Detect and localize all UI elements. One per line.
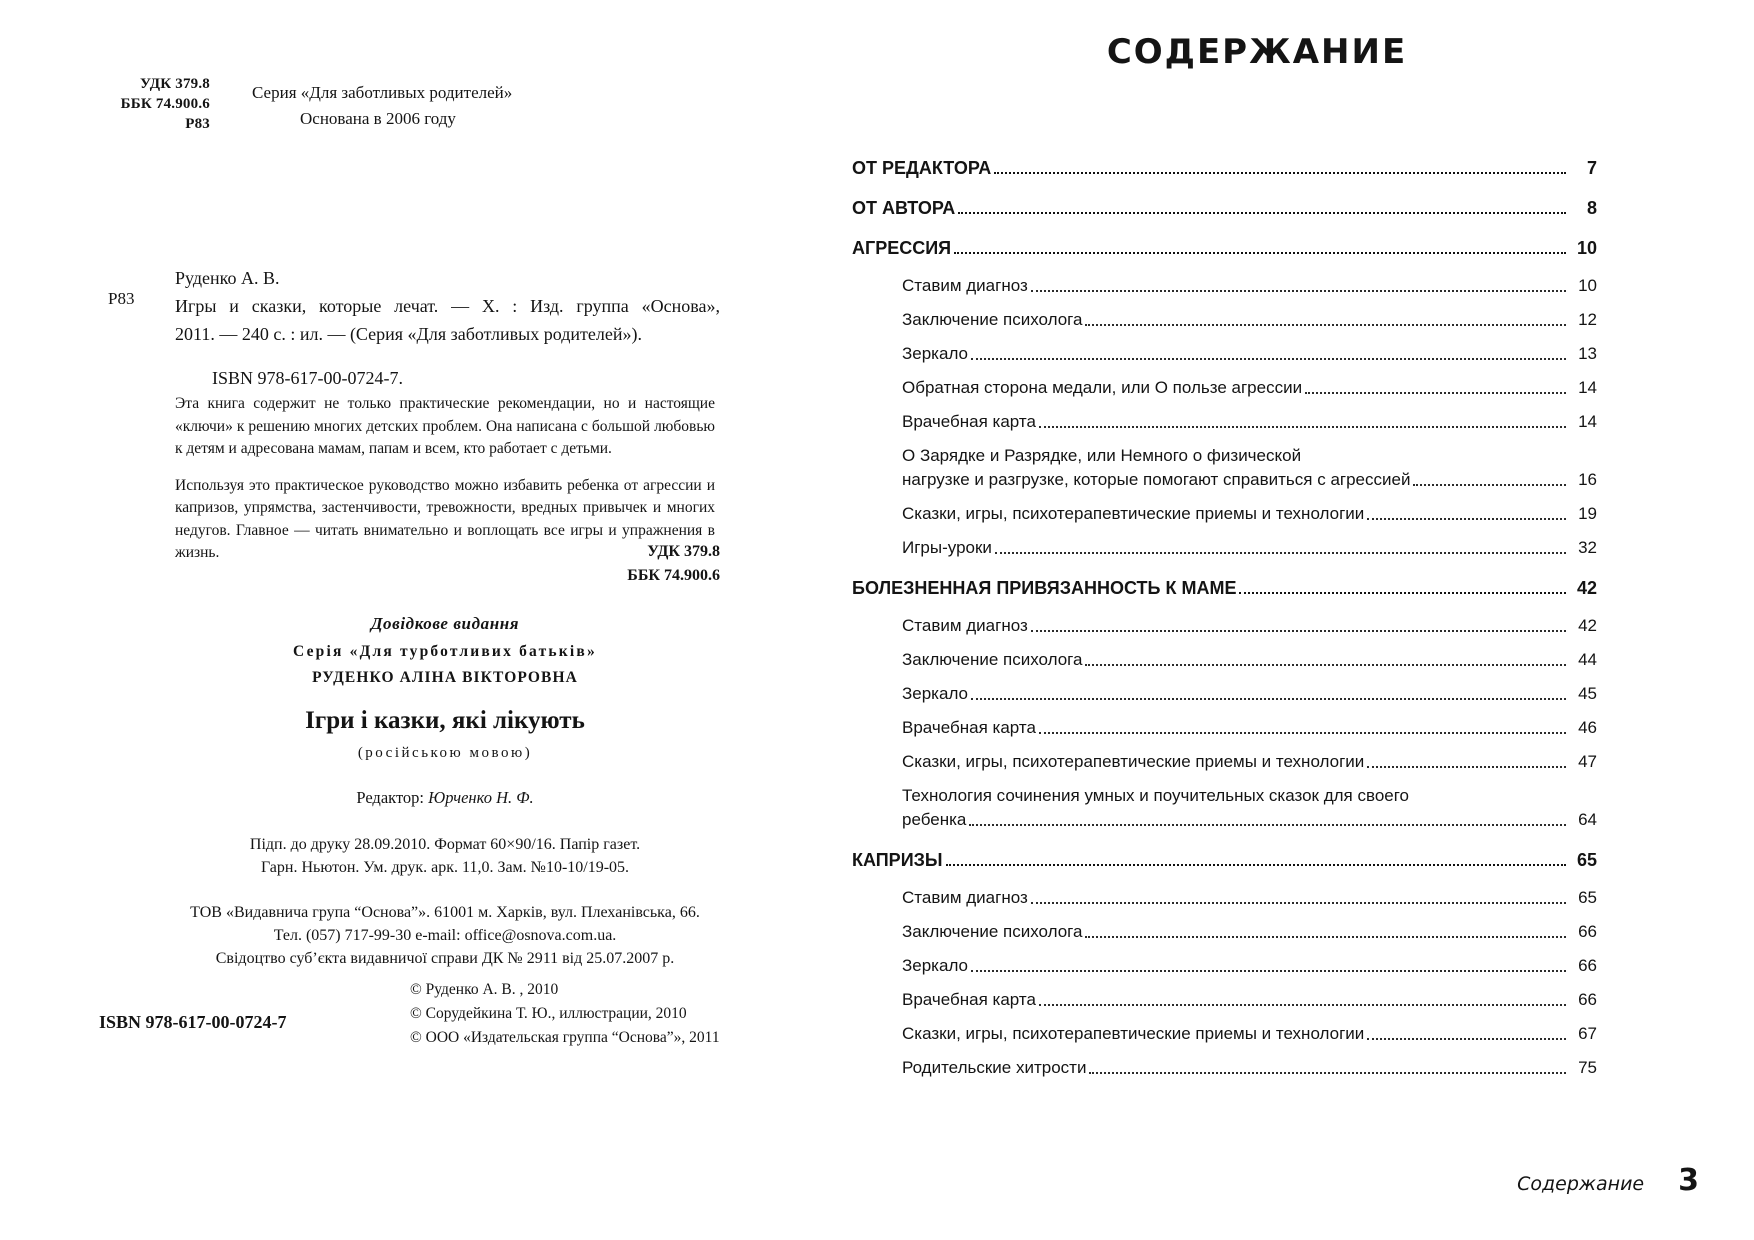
toc-leader-dots bbox=[1085, 323, 1566, 326]
toc-leader-dots bbox=[1413, 483, 1566, 486]
toc-entry[interactable] bbox=[852, 236, 1597, 260]
toc-entry[interactable] bbox=[902, 886, 1597, 910]
udk-code-bottom: УДК 379.8 bbox=[647, 543, 720, 560]
toc-entry[interactable] bbox=[902, 342, 1597, 366]
toc-entry-label: Сказки, игры, психотерапевтические приемы и технологии bbox=[902, 504, 1365, 523]
series-block bbox=[252, 80, 512, 132]
toc-leader-dots bbox=[1367, 1037, 1566, 1040]
copyright-line-3: © ООО «Издательская группа “Основа”», 2011 bbox=[410, 1029, 720, 1046]
catalog-mark: Р83 bbox=[108, 289, 135, 308]
toc-page-number: 64 bbox=[1578, 810, 1597, 829]
toc-page-number: 7 bbox=[1586, 158, 1597, 178]
colophon-series: Серія «Для турботливих батьків» bbox=[293, 643, 597, 660]
toc-entry-label: ОТ АВТОРА bbox=[852, 198, 956, 218]
colophon-title: Ігри і казки, які лікують bbox=[305, 707, 585, 734]
toc-page-number: 42 bbox=[1578, 616, 1597, 635]
toc-page-number: 16 bbox=[1578, 470, 1597, 489]
udk-codes-top bbox=[100, 74, 210, 134]
publisher-line-3: Свідоцтво суб’єкта видавничої справи ДК № 2911 від 25.07.2007 р. bbox=[215, 950, 675, 967]
toc-page-number: 44 bbox=[1578, 650, 1597, 669]
toc-leader-dots bbox=[1089, 1071, 1566, 1074]
citation-author: Руденко А. В. bbox=[175, 268, 280, 288]
toc-page-number: 19 bbox=[1578, 504, 1597, 523]
toc-leader-dots bbox=[1031, 901, 1566, 904]
toc-entry-label: Заключение психолога bbox=[902, 922, 1083, 941]
toc-entry[interactable] bbox=[902, 988, 1597, 1012]
toc-entry[interactable] bbox=[902, 648, 1597, 672]
toc-leader-dots bbox=[971, 697, 1566, 700]
toc-page-number: 65 bbox=[1578, 888, 1597, 907]
toc-page-number: 46 bbox=[1578, 718, 1597, 737]
toc-page-number: 14 bbox=[1578, 378, 1597, 397]
colophon-block bbox=[140, 614, 750, 970]
toc-page-number: 66 bbox=[1578, 956, 1597, 975]
isbn-bottom: ISBN 978-617-00-0724-7 bbox=[99, 1012, 287, 1032]
toc-page-number: 66 bbox=[1578, 922, 1597, 941]
toc-entry-label: ОТ РЕДАКТОРА bbox=[852, 158, 992, 178]
toc-page-number: 66 bbox=[1578, 990, 1597, 1009]
udk-codes-bottom bbox=[560, 540, 720, 588]
toc-entry[interactable] bbox=[902, 784, 1597, 832]
toc-entry-label: Зеркало bbox=[902, 344, 969, 363]
toc-page-number: 65 bbox=[1576, 850, 1597, 870]
toc-entry[interactable] bbox=[902, 1056, 1597, 1080]
toc-entry[interactable] bbox=[902, 954, 1597, 978]
toc-entry[interactable] bbox=[902, 502, 1597, 526]
toc-leader-dots bbox=[954, 251, 1566, 254]
toc-page-number: 67 bbox=[1578, 1024, 1597, 1043]
toc-entry[interactable] bbox=[902, 444, 1597, 492]
toc-leader-dots bbox=[1239, 591, 1566, 594]
toc-entry-label: Зеркало bbox=[902, 956, 969, 975]
toc-leader-dots bbox=[995, 551, 1566, 554]
publisher-line-2: Тел. (057) 717-99-30 e-mail: office@osnova.com.ua. bbox=[273, 927, 617, 944]
toc-entry-label: Сказки, игры, психотерапевтические приемы и технологии bbox=[902, 1024, 1365, 1043]
toc-entry-label: Зеркало bbox=[902, 684, 969, 703]
citation-line-1: Игры и сказки, которые лечат. — Х. : Изд. группа «Основа», bbox=[175, 296, 720, 316]
toc-entry-label: БОЛЕЗНЕННАЯ ПРИВЯЗАННОСТЬ К МАМЕ bbox=[852, 578, 1237, 598]
toc-entry-label: Ставим диагноз bbox=[902, 276, 1028, 295]
toc-page-number: 14 bbox=[1578, 412, 1597, 431]
toc-entry[interactable] bbox=[902, 920, 1597, 944]
print-info-line-1: Підп. до друку 28.09.2010. Формат 60×90/16. Папір газет. bbox=[249, 836, 641, 853]
toc-page-number: 8 bbox=[1586, 198, 1597, 218]
toc-entry[interactable] bbox=[902, 308, 1597, 332]
page-title: СОДЕРЖАНИЕ bbox=[1106, 32, 1408, 72]
toc-entry[interactable] bbox=[902, 750, 1597, 774]
toc-leader-dots bbox=[1039, 1003, 1566, 1006]
toc-page-number: 12 bbox=[1578, 310, 1597, 329]
annotation-paragraph-1: Эта книга содержит не только практические рекомендации, но и настоящие «ключи» к решению многих детских проблем. Она написана с большой любовью к детям и адресована мамам, папам и всем, кто работает с детьми. bbox=[175, 395, 715, 457]
toc-entry-label: КАПРИЗЫ bbox=[852, 850, 943, 870]
toc-page-number: 45 bbox=[1578, 684, 1597, 703]
toc-page-number: 32 bbox=[1578, 538, 1597, 557]
toc-leader-dots bbox=[994, 171, 1566, 174]
series-founded: Основана в 2006 году bbox=[300, 109, 456, 128]
footer-page-number: 3 bbox=[1678, 1163, 1699, 1198]
toc-page-number: 42 bbox=[1576, 578, 1597, 598]
toc-leader-dots bbox=[1031, 289, 1566, 292]
toc-entry[interactable] bbox=[902, 536, 1597, 560]
toc-page-number: 75 bbox=[1578, 1058, 1597, 1077]
toc-leader-dots bbox=[1367, 517, 1566, 520]
toc-leader-dots bbox=[1085, 935, 1566, 938]
editor-label: Редактор: bbox=[356, 788, 429, 807]
citation-line-2: 2011. — 240 с. : ил. — (Серия «Для заботливых родителей»). bbox=[175, 324, 642, 344]
toc-entry-label-cont: ребенка bbox=[902, 810, 967, 829]
editor-name: Юрченко Н. Ф. bbox=[428, 788, 534, 807]
colophon-author: РУДЕНКО АЛІНА ВІКТОРОВНА bbox=[312, 669, 578, 686]
footer-label: Содержание bbox=[1517, 1173, 1645, 1195]
print-info-line-2: Гарн. Ньютон. Ум. друк. арк. 11,0. Зам. №10-10/19-05. bbox=[260, 859, 630, 876]
toc-entry-label: Врачебная карта bbox=[902, 990, 1036, 1009]
toc-entry[interactable] bbox=[852, 576, 1597, 600]
toc-entry-label: Ставим диагноз bbox=[902, 616, 1028, 635]
toc-entry[interactable] bbox=[902, 376, 1597, 400]
bbk-code: ББК 74.900.6 bbox=[120, 96, 210, 112]
toc-entry[interactable] bbox=[902, 682, 1597, 706]
toc-leader-dots bbox=[1039, 425, 1566, 428]
toc-entry[interactable] bbox=[902, 410, 1597, 434]
bbk-code-bottom: ББК 74.900.6 bbox=[627, 567, 720, 584]
toc-leader-dots bbox=[1031, 629, 1566, 632]
toc-leader-dots bbox=[1085, 663, 1566, 666]
toc-entry[interactable] bbox=[902, 716, 1597, 740]
toc-entry[interactable] bbox=[852, 196, 1597, 220]
toc-leader-dots bbox=[1367, 765, 1566, 768]
toc-page-number: 10 bbox=[1576, 238, 1597, 258]
toc-entry-label: Врачебная карта bbox=[902, 412, 1036, 431]
toc-leader-dots bbox=[946, 863, 1566, 866]
edition-type: Довідкове видання bbox=[370, 614, 520, 633]
toc-entry-label: Игры-уроки bbox=[902, 538, 992, 557]
toc-entry-label-cont: нагрузке и разгрузке, которые помогают справиться с агрессией bbox=[902, 470, 1411, 489]
page-footer bbox=[1517, 1163, 1699, 1198]
udk-code: УДК 379.8 bbox=[140, 76, 210, 92]
toc-entry[interactable] bbox=[902, 1022, 1597, 1046]
toc-entry[interactable] bbox=[852, 156, 1597, 180]
toc-entry-label: Врачебная карта bbox=[902, 718, 1036, 737]
toc-entry[interactable] bbox=[902, 614, 1597, 638]
isbn-middle: ISBN 978-617-00-0724-7. bbox=[212, 368, 403, 388]
toc-leader-dots bbox=[1039, 731, 1566, 734]
toc-entry-label: О Зарядке и Разрядке, или Немного о физической bbox=[902, 446, 1302, 465]
catalog-code: Р83 bbox=[185, 116, 210, 132]
colophon-language: (російською мовою) bbox=[357, 745, 533, 761]
toc-entry-label: Ставим диагноз bbox=[902, 888, 1028, 907]
toc-entry-label: Заключение психолога bbox=[902, 650, 1083, 669]
toc-entry-label: Родительские хитрости bbox=[902, 1058, 1087, 1077]
toc-page-number: 10 bbox=[1578, 276, 1597, 295]
toc-list bbox=[852, 140, 1597, 1090]
toc-leader-dots bbox=[958, 211, 1566, 214]
publisher-line-1: ТОВ «Видавнича група “Основа”». 61001 м. Харків, вул. Плеханівська, 66. bbox=[190, 904, 700, 921]
copyright-line-1: © Руденко А. В. , 2010 bbox=[410, 981, 559, 998]
toc-leader-dots bbox=[971, 357, 1566, 360]
toc-leader-dots bbox=[971, 969, 1566, 972]
toc-entry-label: Обратная сторона медали, или О пользе агрессии bbox=[902, 378, 1303, 397]
toc-entry[interactable] bbox=[852, 848, 1597, 872]
print-info bbox=[140, 833, 750, 879]
copyright-line-2: © Сорудейкина Т. Ю., иллюстрации, 2010 bbox=[410, 1005, 687, 1022]
copyright-block bbox=[410, 978, 720, 1050]
toc-entry[interactable] bbox=[902, 274, 1597, 298]
toc-entry-label: Заключение психолога bbox=[902, 310, 1083, 329]
toc-entry-label: АГРЕССИЯ bbox=[852, 238, 952, 258]
toc-page-number: 13 bbox=[1578, 344, 1597, 363]
colophon-editor bbox=[140, 788, 750, 808]
table-of-contents-page bbox=[852, 0, 1754, 1240]
toc-leader-dots bbox=[969, 823, 1566, 826]
series-name: Серия «Для заботливых родителей» bbox=[252, 83, 513, 102]
toc-entry-label: Технология сочинения умных и поучительных сказок для своего bbox=[902, 786, 1410, 805]
annotation-paragraph-2: Используя это практическое руководство можно избавить ребенка от агрессии и капризов, упрямства, застенчивости, тревожности, вредных привычек и многих недугов. Главное — читать внимательно и воплощать все игры и упражнения в жизнь. bbox=[175, 476, 715, 561]
bibliographic-citation bbox=[175, 264, 720, 348]
toc-entry-label: Сказки, игры, психотерапевтические приемы и технологии bbox=[902, 752, 1365, 771]
toc-page-number: 47 bbox=[1578, 752, 1597, 771]
toc-leader-dots bbox=[1305, 391, 1566, 394]
publisher-info bbox=[140, 901, 750, 970]
